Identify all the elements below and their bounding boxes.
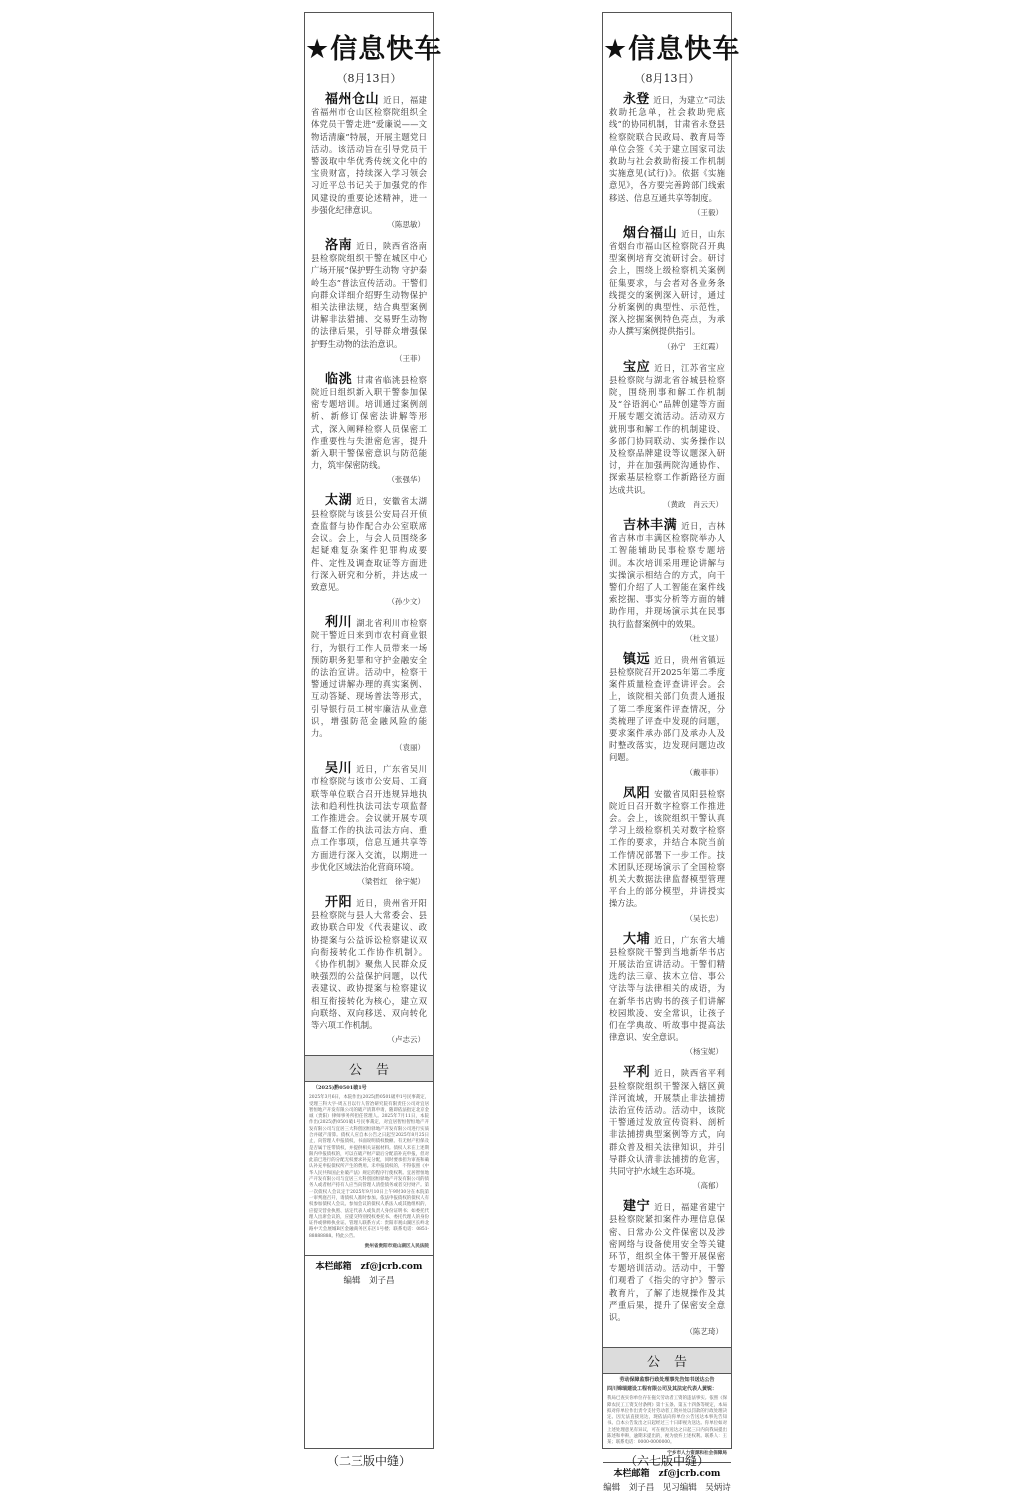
- notice-title: （2025)黔0501破1号: [313, 1085, 367, 1092]
- notice-signature: 宁乡市人力资源和社会保障局: [667, 1450, 727, 1456]
- news-body: [609, 931, 725, 1044]
- news-author: （张强华）: [387, 475, 425, 485]
- column-title: ★信息快车: [603, 34, 741, 65]
- news-author: （吴长忠）: [685, 913, 723, 923]
- news-place: 烟台福山: [623, 225, 678, 241]
- news-body: [609, 651, 725, 764]
- news-text: 近日，广东省吴川市检察院与该市公安局、工商联等单位联合召开违规异地执法和趋利性执法司法专项监督工作推进会。会议就开展专项监督工作的执法司法方向、重点工作事项，信息互通共享等方面进行深入交流，以期进一步优化区域法治化营商环境。: [311, 764, 427, 872]
- news-item: [603, 225, 731, 352]
- news-author: （陈思敏）: [387, 220, 425, 230]
- news-author: （高郁）: [693, 1181, 723, 1191]
- news-place: 建宁: [623, 1199, 651, 1215]
- notice-body: 我局已查实你单位存在拖欠劳动者工资的违法事实。依照《保障农民工工资支付条例》第十五条、第五十四条等规定，本局拟对你单位作出责令支付劳动者工资并处以罚款的行政处理决定。因无法直接送达，现依法向你单位公告送达本事先告知书。自本公告发出之日起经过三十日即视为送达。你单位如对上述处理意见有异议，可在视为送达之日起三日内向我局提出陈述和申辩，逾期未提出的，视为放弃上述权利。联系人：王某；联系电话：0000-0000000。: [607, 1396, 727, 1446]
- news-place: 临洮: [325, 371, 353, 387]
- news-author: （戴菲菲）: [685, 767, 723, 777]
- news-place: 洛南: [325, 238, 353, 254]
- news-text: 近日，陕西省平利县检察院组织干警深入辖区黄洋河流域，开展禁止非法捕捞法治宣传活动。活动中，该院干警通过发放宣传资料、剖析非法捕捞典型案例等方式，向群众普及相关法律知识，并引导群众认清非法捕捞的危害，共同守护水域生态环境。: [609, 1068, 725, 1177]
- news-body: [609, 94, 725, 204]
- news-text: 甘肃省临洮县检察院近日组织新入职干警参加保密专题培训。培训通过案例剖析、新修订保密法讲解等形式，深入阐释检察人员保密工作重要性与失泄密危害，提升新入职干警保密意识与防范能力，筑牢保密防线。: [311, 374, 427, 471]
- news-text: 近日，为建立“司法救助托急单，社会救助兜底线”的协同机制，甘肃省永登县检察院联合民政局、教育局等单位会签《关于建立国家司法救助与社会救助衔接工作机制实施意见(试行)》。依据《实施意见》，各方要完善跨部门线索移送、信息互通共享等制度。: [609, 95, 725, 203]
- column-editor: 编辑 刘子昌 见习编辑 吴炳诗: [603, 1482, 731, 1493]
- news-item: [603, 94, 731, 218]
- column-email: 本栏邮箱 zf@jcrb.com: [315, 1262, 423, 1273]
- news-author: （黄政 肖云天）: [663, 499, 723, 509]
- news-author: （袁丽）: [395, 743, 425, 753]
- news-place: 宝应: [623, 359, 651, 375]
- page-caption-left: （二三版中缝）: [326, 1454, 411, 1468]
- notice-title: 劳动保障监察行政处理事先告知书送达公告: [619, 1377, 715, 1384]
- news-body: [311, 495, 427, 593]
- news-place: 吉林丰满: [623, 517, 678, 533]
- news-author: （孙宁 王红霞）: [663, 341, 723, 351]
- news-body: [311, 371, 427, 472]
- news-item: [603, 1067, 731, 1191]
- news-list: [603, 94, 731, 1337]
- news-text: 近日，陕西省洛南县检察院组织干警在城区中心广场开展“保护野生动物 守护秦岭生态”普法宣传活动。干警们向群众详细介绍野生动物保护相关法律法规，结合典型案例讲解非法猎捕、交易野生动物的法律后果，引导群众增强保护野生动物的法治意识。: [311, 241, 427, 349]
- news-body: [311, 94, 427, 216]
- news-item: [305, 94, 433, 230]
- news-item: [305, 617, 433, 753]
- news-text: 湖北省利川市检察院干警近日来到市农村商业银行，为银行工作人员带来一场预防职务犯罪和守护金融安全的法治宣讲。活动中，检察干警通过讲解办理的真实案例、互动答疑、现场普法等形式，引导银行员工树牢廉洁从业意识，增强防范金融风险的能力。: [311, 618, 427, 738]
- page-caption-right: （六七版中缝）: [624, 1454, 709, 1468]
- news-place: 吴川: [325, 761, 353, 777]
- news-item: [603, 1201, 731, 1337]
- news-author: （陈艺琦）: [685, 1327, 723, 1337]
- notice-header: 公告: [603, 1347, 731, 1374]
- news-body: [609, 359, 725, 496]
- news-place: 平利: [623, 1065, 651, 1081]
- news-item: [305, 495, 433, 607]
- news-author: （杜文显）: [685, 633, 723, 643]
- column-date: （8月13日）: [336, 72, 402, 85]
- column-title: ★信息快车: [305, 34, 443, 65]
- news-text: 近日，江苏省宝应县检察院与湖北省谷城县检察院，围绕刑事和解工作机制及“谷语润心”品牌创建等方面开展专题交流活动。活动双方就刑事和解工作的机制建设、多部门协同联动、实务操作以及检察品牌建设等议题深入研讨，并在加强两院沟通协作、探索基层检察工作新路径方面达成共识。: [609, 362, 725, 495]
- news-body: [311, 763, 427, 873]
- notice-header: 公告: [305, 1055, 433, 1082]
- news-item: [603, 359, 731, 510]
- news-author: （卢志云）: [387, 1035, 425, 1045]
- news-item: [305, 371, 433, 486]
- news-item: [603, 931, 731, 1058]
- news-body: [311, 617, 427, 739]
- news-place: 开阳: [325, 894, 353, 910]
- news-text: 安徽省凤阳县检察院近日召开数字检察工作推进会。会上，该院组织干警认真学习上级检察机关对数字检察工作的要求，并结合本院当前工作情况部署下一步工作。技术团队还现场演示了全国检察机关大数据法律监督模型管理平台上的部分模型，并讲授实操方法。: [609, 788, 725, 909]
- news-text: 近日，安徽省太湖县检察院与该县公安局召开侦查监督与协作配合办公室联席会议。会上，与会人员围绕多起疑难复杂案件犯罪构成要件、定性及调查取证等方面进行深入研究和分析，并达成一致意见。: [311, 496, 427, 592]
- news-text: 近日，贵州省镇远县检察院召开2025年第二季度案件质量检查评查讲评会。会上，该院相关部门负责人通报了第二季度案件评查情况，分类梳理了评查中发现的问题，要求案件承办部门及承办人及时整改落实，边发现问题边改问题。: [609, 654, 725, 763]
- news-author: （王菲）: [395, 353, 425, 363]
- news-item: [603, 517, 731, 644]
- news-body: [609, 225, 725, 338]
- notice-subtitle: 四川锦瑞建设工程有限公司及其法定代表人黄锐：: [607, 1386, 718, 1393]
- column-editor: 编辑 刘子昌: [343, 1276, 395, 1287]
- news-place: 太湖: [325, 493, 353, 509]
- news-item: [305, 894, 433, 1045]
- news-list: [305, 94, 433, 1045]
- news-body: [311, 894, 427, 1031]
- news-author: （孙少文）: [387, 597, 425, 607]
- news-place: 永登: [623, 92, 650, 107]
- news-body: [609, 785, 725, 910]
- news-place: 利川: [325, 615, 353, 631]
- column-email: 本栏邮箱 zf@jcrb.com: [613, 1468, 721, 1479]
- news-item: [603, 651, 731, 778]
- news-place: 凤阳: [623, 785, 651, 801]
- news-text: 近日，福建省建宁县检察院紧扣案件办理信息保密、日常办公文件保密以及涉密网络与设备使用安全等关键环节，组织全体干警开展保密专题培训活动。活动中，干警们观看了《指尖的守护》警示教育片，了解了违规操作及其严重后果，提升了保密安全意识。: [609, 1202, 725, 1323]
- news-body: [609, 517, 725, 630]
- left-column: [304, 12, 443, 1449]
- news-text: 近日，吉林省吉林市丰满区检察院举办人工智能辅助民事检察专题培训。本次培训采用理论讲解与实操演示相结合的方式，向干警们介绍了人工智能在案件线索挖掘、事实分析等方面的辅助作用，并现场演示其在民事执行监督案例中的效果。: [609, 520, 725, 629]
- column-date: （8月13日）: [634, 72, 700, 85]
- news-item: [305, 763, 433, 887]
- news-author: （王毅）: [693, 207, 723, 217]
- notice-body: 2025年3月6日，本院作出(2025)黔0501破申1号民事裁定，受理三科大字-周五目以行人管冶研究院有限责任公司对宜居智恒地产开发有限公司的破产清算申请，随即依法指定北京金诚（贵阳）律师事务所担任管理人。2025年7月11日，本院作出(2025)黔0501破1号民事裁定，对宜居智恒智恒地产开发有限公司与宜居三大科创园恒驿地产开发有限公司进行实质合并破产清算。债权人应自本公告之日起至2025年8月25日止，向管理人申报债权，书面说明债权数额、有无财产担保及是否属于连带债权，并提供相关证据材料。债权人未在上述期限内申报债权的，可以在破产财产最后分配前补充申报，但对此前已进行的分配无权要求补充分配，同时要承担为审查和确认补充申报债权所产生的费用。未申报债权的，不得依照《中华人民共和国企业破产法》规定的程序行使权利。宜居智恒地产开发有限公司与宜居三大科创园恒驿地产开发有限公司的债务人或者财产持有人应当向管理人清偿债务或者交付财产。第一次债权人会议定于2025年9月10日上午9时30分在本院第一审判庭召开，请债权人准时参加。依法申报债权的债权人有权参加债权人会议。参加会议的债权人系法人或其他组织的，应提交营业执照、法定代表人或负责人身份证明书；如委托代理人出席会议的，应提交特别授权委托书、委托代理人的身份证件或律师执业证。管理人联系方式：贵阳市观山湖区长岭北路中天会展城B区金融商务区东区1号楼；联系电话：0851-88888888。特此公告。: [309, 1095, 429, 1239]
- news-text: 近日，广东省大埔县检察院干警到当地新华书店开展法治宣讲活动。干警们精选约法三章、拔木立信、事公守法等与法律相关的成语，为在新华书店购书的孩子们讲解校园欺凌、安全常识，让孩子们在学典故、听故事中提高法律意识、安全意识。: [609, 934, 725, 1043]
- news-author: （梁哲红 徐宇妮）: [357, 876, 425, 886]
- column-footer: [305, 1255, 433, 1286]
- news-text: 近日，福建省福州市仓山区检察院组织全体党员干警走进“爱廉说——文物话清廉”特展，开展主题党日活动。该活动旨在引导党员干警汲取中华优秀传统文化中的宝贵财富，持续深入学习领会习近平总书记关于加强党的作风建设的重要论述精神，进一步强化纪律意识。: [311, 95, 427, 215]
- news-item: [603, 785, 731, 924]
- news-body: [609, 1067, 725, 1177]
- news-text: 近日，山东省烟台市福山区检察院召开典型案例培育交流研讨会。研讨会上，围绕上级检察机关案例征集要求，与会者对各业务条线提交的案例深入研讨，通过分析案例的典型性、示范性，深入挖掘案例特色亮点，为承办人撰写案例提供指引。: [609, 228, 725, 337]
- news-item: [305, 240, 433, 364]
- news-place: 福州仓山: [325, 92, 380, 107]
- news-body: [311, 240, 427, 350]
- news-place: 大埔: [623, 931, 651, 947]
- news-author: （杨宝妮）: [685, 1047, 723, 1057]
- news-body: [609, 1201, 725, 1323]
- news-place: 镇远: [623, 651, 651, 667]
- news-text: 近日，贵州省开阳县检察院与县人大常委会、县政协联合印发《代表建议、政协提案与公益诉讼检察建议双向衔接转化工作协作机制》。《协作机制》聚焦人民群众反映强烈的公益保护问题，以代表建议、政协提案与检察建议相互衔接转化为核心，建立双向联络、双向移送、双向转化等六项工作机制。: [311, 897, 427, 1030]
- notice-signature: 贵州省贵阳市观山湖区人民法院: [364, 1244, 429, 1250]
